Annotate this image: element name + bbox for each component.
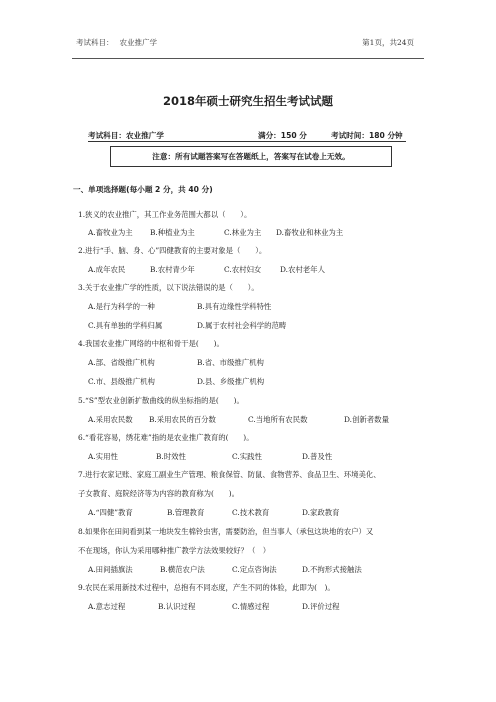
question-9-stem: 9.农民在采用新技术过程中，总抱有不同态度，产生不同的体验，此即为( )。	[78, 583, 335, 592]
exam-title: 2018年硕士研究生招生考试试题	[162, 94, 333, 108]
option: A.意志过程	[88, 602, 126, 611]
option: A.部、省级推广机构	[88, 358, 155, 367]
option: C.具有单独的学科归属	[88, 321, 163, 330]
option: B.具有边缘性学科特性	[197, 302, 272, 311]
option: D.家政教育	[302, 508, 340, 517]
option: B.横范农户法	[160, 565, 205, 574]
page-header	[76, 37, 414, 48]
option: A.是行为科学的一种	[88, 302, 155, 311]
notice-box: 注意：所有试题答案写在答题纸上，答案写在试卷上无效。	[110, 146, 392, 167]
option: C.农村妇女	[224, 265, 262, 274]
option: B.省、市级推广机构	[197, 358, 264, 367]
option: C.实践性	[232, 452, 262, 461]
option: B.采用农民的百分数	[149, 415, 216, 424]
question-7-continuation: 子女教育、庭院经济等为内容的教育称为( )。	[78, 489, 239, 498]
section-title: 一、单项选择题(每小题 2 分，共 40 分)	[73, 185, 213, 194]
question-8-continuation: 不在现场，你认为采用哪种推广教学方法效果较好？（ ）	[78, 546, 271, 555]
header-subject-name: 农业推广学	[119, 38, 157, 47]
option: D.属于农村社会科学的范畴	[197, 321, 287, 330]
option: D.农村老年人	[280, 265, 325, 274]
option: C.当地所有农民数	[248, 415, 308, 424]
question-1-stem: 1.狭义的农业推广，其工作业务范围大都以（ ）。	[78, 210, 252, 219]
question-7-stem: 7.进行农家记账、家庭工副业生产管理、粮食保管、防鼠、食物营养、食品卫生、环境美化、	[78, 470, 381, 479]
option: A.实用性	[88, 452, 118, 461]
exam-subject: 考试科目：农业推广学	[88, 131, 164, 140]
header-subject-label: 考试科目：	[76, 38, 114, 47]
meta-underline	[88, 141, 406, 142]
question-4-stem: 4.我国农业推广网络的中枢和骨干是( )。	[78, 339, 224, 348]
option: B.种植业为主	[150, 228, 195, 237]
option: D.畜牧业和林业为主	[276, 228, 344, 237]
option: C.情感过程	[232, 602, 270, 611]
question-8-stem: 8.如果你在田间看到某一地块发生棉铃虫害，需要防治，但当事人（承包这块地的农户）又	[78, 527, 374, 536]
option: D.创新者数量	[344, 415, 389, 424]
option: B.农村青少年	[150, 265, 195, 274]
exam-score: 满分：150 分	[258, 131, 307, 140]
option: A.畜牧业为主	[88, 228, 133, 237]
header-rule	[72, 58, 424, 59]
header-page-info: 第1页，共24页	[362, 38, 414, 47]
option: D.普及性	[302, 452, 333, 461]
option: B.认识过程	[158, 602, 196, 611]
question-2-stem: 2.进行“手、脑、身、心”四健教育的主要对象是（ ）。	[78, 246, 267, 255]
option: C.技术教育	[232, 508, 270, 517]
option: C.定点咨询法	[232, 565, 277, 574]
option: D.不拘形式接触法	[302, 565, 362, 574]
option: D.评价过程	[302, 602, 340, 611]
option: A.采用农民数	[88, 415, 133, 424]
exam-meta	[88, 130, 406, 142]
question-3-stem: 3.关于农业推广学的性质，以下说法错误的是（ ）。	[78, 283, 259, 292]
option: B.管理教育	[167, 508, 205, 517]
option: A.田间插旗法	[88, 565, 133, 574]
option: C.林业为主	[224, 228, 262, 237]
header-subject	[76, 37, 157, 48]
question-6-stem: 6.“看花容易，绣花难”指的是农业推广教育的( )。	[78, 433, 254, 442]
option: D.县、乡级推广机构	[197, 377, 265, 386]
option: B.时效性	[156, 452, 186, 461]
option: A.“四健”教育	[88, 508, 133, 517]
question-5-stem: 5.“S”型农业创新扩散曲线的纵坐标指的是( )。	[78, 396, 244, 405]
exam-time: 考试时间：180 分钟	[331, 131, 403, 140]
option: A.成年农民	[88, 265, 126, 274]
option: C.市、县级推广机构	[88, 377, 155, 386]
